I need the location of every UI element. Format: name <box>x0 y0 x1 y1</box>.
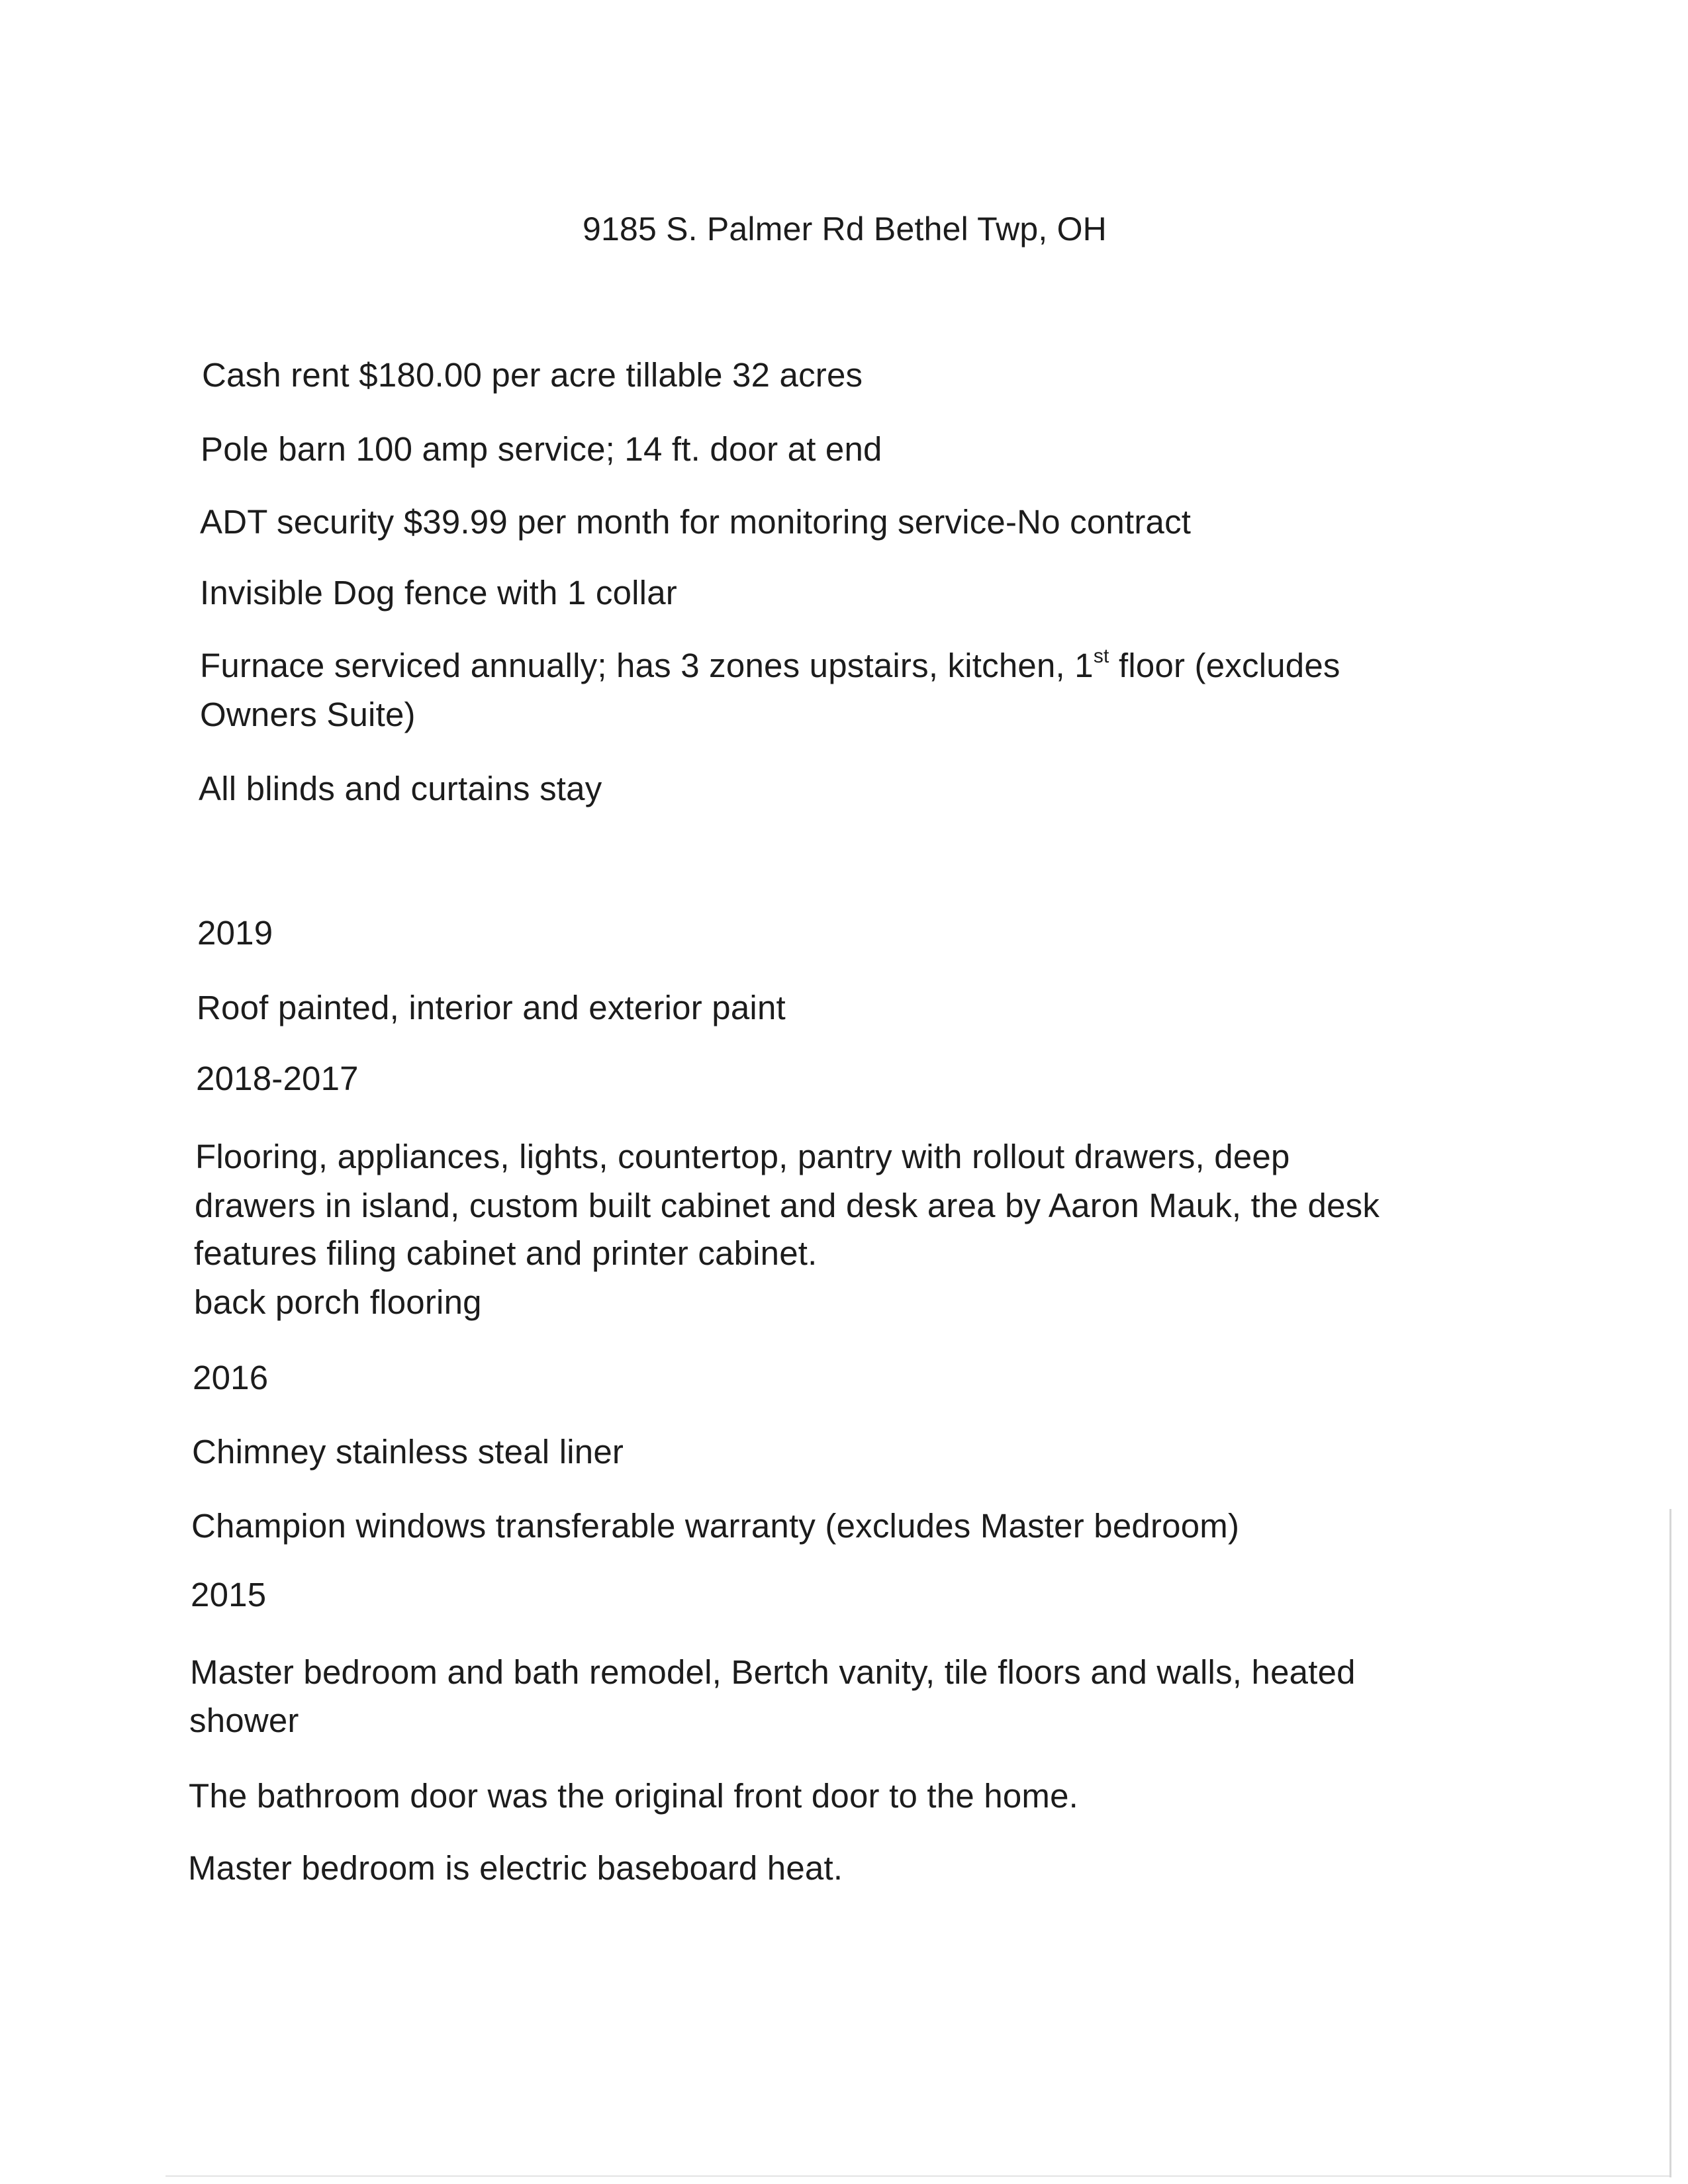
furnace-line <box>200 643 1340 688</box>
furnace-text: Furnace serviced annually; has 3 zones upstairs, kitchen, 1 <box>200 647 1094 684</box>
furnace-ordinal-suffix: st <box>1093 645 1109 667</box>
master-remodel-line-2: shower <box>189 1702 299 1739</box>
scan-edge-right <box>1669 1509 1671 2177</box>
dog-fence-line: Invisible Dog fence with 1 collar <box>200 574 677 612</box>
blinds-line: All blinds and curtains stay <box>199 770 602 807</box>
year-heading-2016: 2016 <box>193 1359 269 1396</box>
kitchen-remodel-line-1: Flooring, appliances, lights, countertop, pantry with rollout drawers, deep <box>195 1138 1290 1175</box>
scan-edge-bottom <box>165 2175 1669 2177</box>
furnace-line-continued: Owners Suite) <box>200 696 416 733</box>
windows-line: Champion windows transferable warranty (excludes Master bedroom) <box>191 1507 1240 1545</box>
kitchen-remodel-line-3: features filing cabinet and printer cabinet. <box>194 1234 818 1272</box>
year-heading-2018-2017: 2018-2017 <box>196 1060 359 1097</box>
adt-security-line: ADT security $39.99 per month for monitoring service-No contract <box>200 503 1192 541</box>
year-heading-2019: 2019 <box>197 914 273 952</box>
chimney-line: Chimney stainless steal liner <box>192 1433 624 1471</box>
back-porch-line: back porch flooring <box>194 1283 482 1321</box>
year-heading-2015: 2015 <box>191 1576 267 1614</box>
page-title: 9185 S. Palmer Rd Bethel Twp, OH <box>583 210 1107 248</box>
baseboard-heat-line: Master bedroom is electric baseboard heat. <box>188 1849 843 1887</box>
roof-paint-line: Roof painted, interior and exterior paint <box>197 989 786 1026</box>
pole-barn-line: Pole barn 100 amp service; 14 ft. door at end <box>201 430 882 468</box>
bathroom-door-line: The bathroom door was the original front door to the home. <box>189 1777 1079 1815</box>
cash-rent-line: Cash rent $180.00 per acre tillable 32 acres <box>202 356 863 394</box>
kitchen-remodel-line-2: drawers in island, custom built cabinet and desk area by Aaron Mauk, the desk <box>195 1187 1380 1224</box>
master-remodel-line-1: Master bedroom and bath remodel, Bertch vanity, tile floors and walls, heated <box>190 1653 1356 1691</box>
furnace-text-end: floor (excludes <box>1109 647 1340 684</box>
